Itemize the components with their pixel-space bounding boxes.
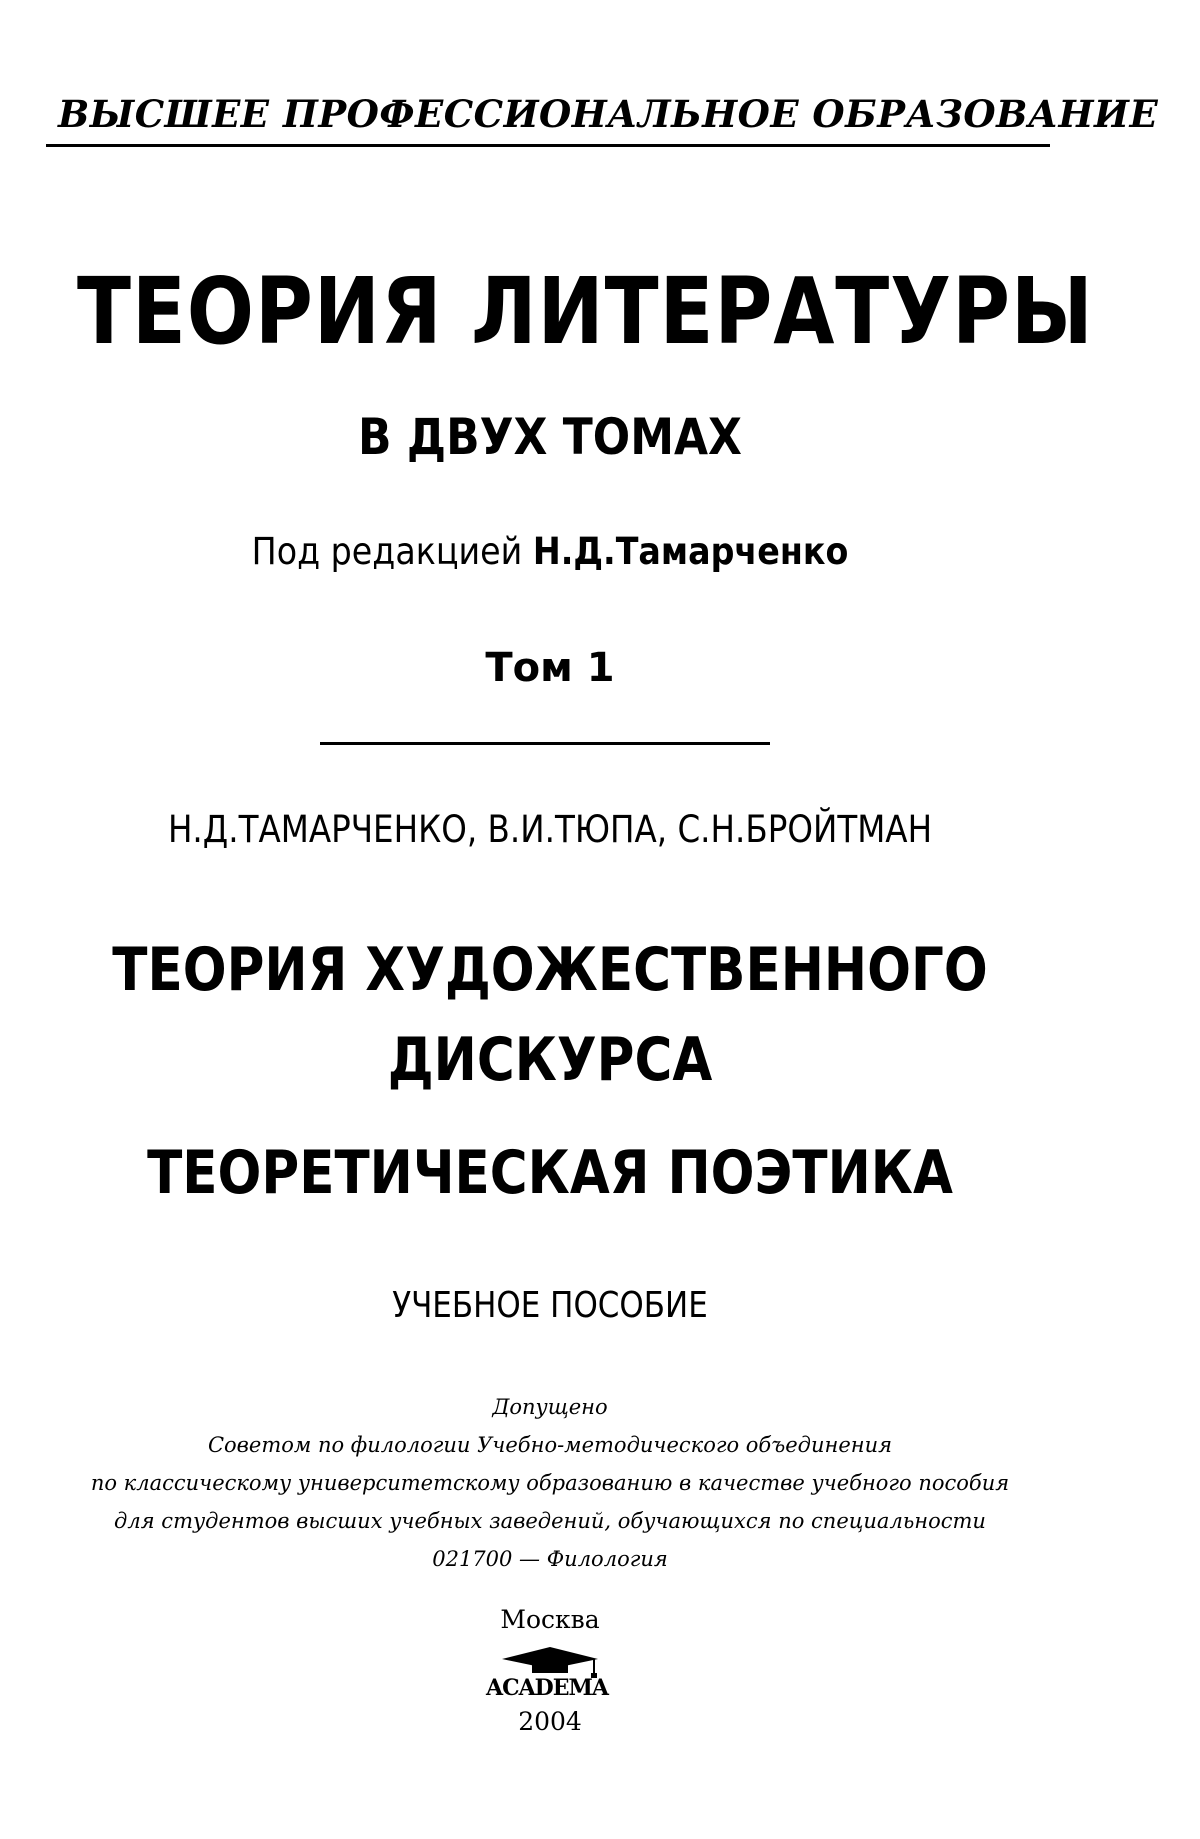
subtitle: В ДВУХ ТОМАХ <box>358 408 742 466</box>
approval-line-1: Допущено <box>492 1395 608 1419</box>
publication-year: 2004 <box>518 1707 582 1736</box>
publisher-logo-text: ACADEMA <box>486 1675 608 1701</box>
book-title-line-2: ДИСКУРСА <box>387 1025 713 1095</box>
book-title <box>77 925 1023 1105</box>
series-name: ВЫСШЕЕ ПРОФЕССИОНАЛЬНОЕ ОБРАЗОВАНИЕ <box>58 92 1159 136</box>
publisher-logo <box>482 1645 612 1705</box>
book-subtitle: ТЕОРЕТИЧЕСКАЯ ПОЭТИКА <box>147 1138 953 1208</box>
editor-name: Н.Д.Тамарченко <box>532 530 849 573</box>
approval-line-5: 021700 — Филология <box>432 1547 668 1571</box>
volume-number: Том 1 <box>485 645 615 691</box>
genre-label: УЧЕБНОЕ ПОСОБИЕ <box>392 1285 708 1326</box>
editor-line <box>55 530 1045 573</box>
mortarboard-icon <box>482 1645 612 1679</box>
book-title-line-1: ТЕОРИЯ ХУДОЖЕСТВЕННОГО <box>112 935 988 1005</box>
approval-line-4: для студентов высших учебных заведений, обучающихся по специальности <box>114 1509 986 1533</box>
approval-line-3: по классическому университетскому образованию в качестве учебного пособия <box>90 1471 1010 1495</box>
editor-prefix: Под редакцией <box>251 530 523 573</box>
series-rule <box>46 144 1050 147</box>
publisher-city: Москва <box>500 1605 600 1634</box>
main-title: ТЕОРИЯ ЛИТЕРАТУРЫ <box>77 258 1094 365</box>
authors: Н.Д.ТАМАРЧЕНКО, В.И.ТЮПА, С.Н.БРОЙТМАН <box>167 808 933 851</box>
divider-rule <box>320 742 770 745</box>
approval-statement <box>0 1388 1100 1578</box>
approval-line-2: Советом по филологии Учебно-методического объединения <box>207 1433 893 1457</box>
